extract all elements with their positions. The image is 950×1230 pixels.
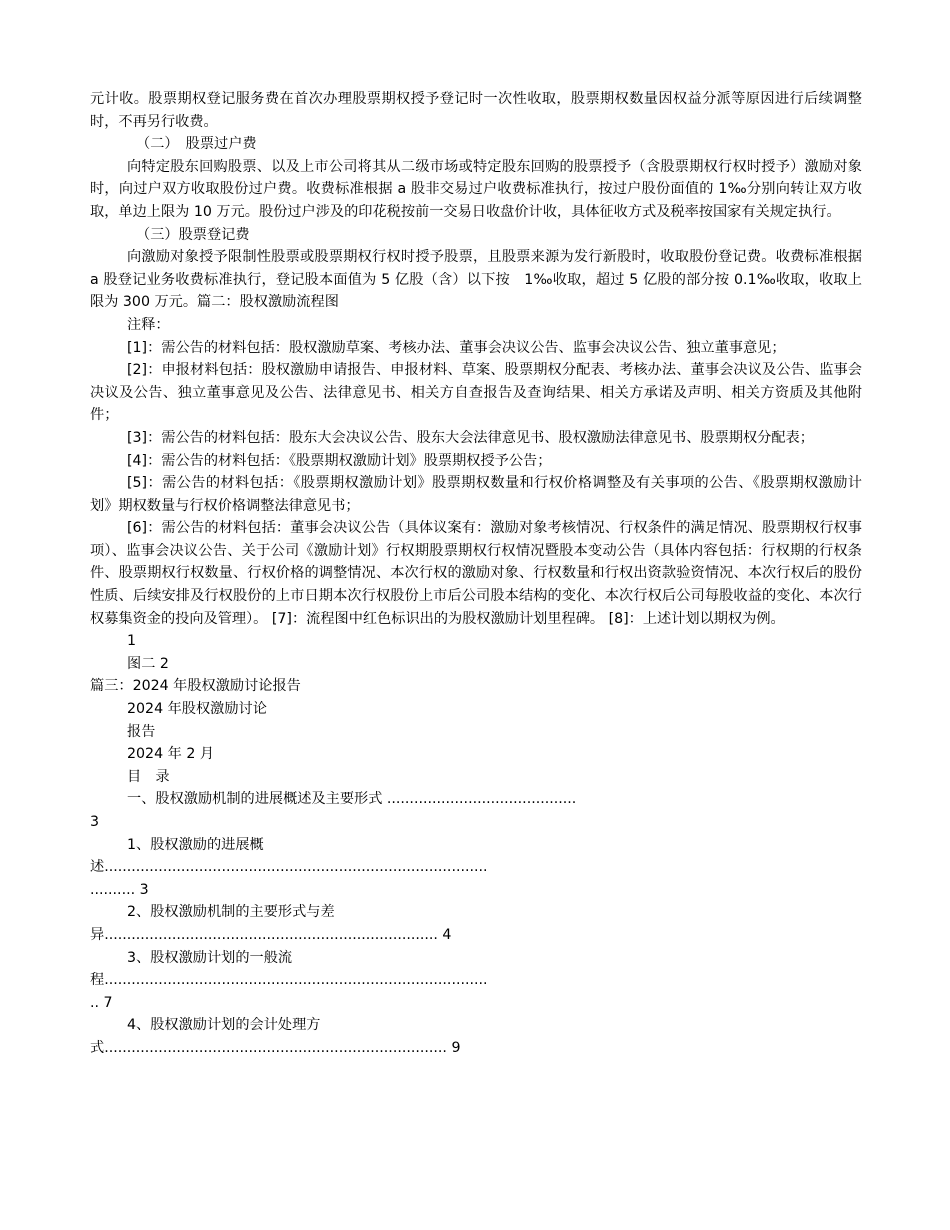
toc-entry-page: .......... 3: [90, 881, 149, 898]
table-of-contents: [90, 788, 862, 1059]
toc-heading: 目 录: [127, 768, 170, 785]
section-heading-registration-fee: （三）股票登记费: [136, 226, 250, 243]
section-heading-transfer-fee: （二） 股票过户费: [136, 136, 257, 153]
toc-entry-title: 3、股权激励计划的一般流: [127, 949, 293, 966]
toc-entry-leader: 程.....................................................................................: [90, 972, 488, 989]
toc-entry-page: .. 7: [90, 994, 113, 1011]
toc-entry-title: 一、股权激励机制的进展概述及主要形式 ..........................................: [127, 791, 577, 808]
note-3: [3]：需公告的材料包括：股东大会决议公告、股东大会法律意见书、股权激励法律意见书、股票期权分配表；: [127, 429, 814, 446]
toc-entry[interactable]: [90, 901, 862, 946]
paragraph-fee-continuation: 元计收。股票期权登记服务费在首次办理股票期权授予登记时一次性收取，股票期权数量因权益分派等原因进行后续调整时，不再另行收费。: [90, 91, 862, 130]
figure-number: 1: [127, 633, 137, 650]
paragraph-transfer-fee: 向特定股东回购股票、以及上市公司将其从二级市场或特定股东回购的股票授予（含股票期权行权时授予）激励对象时，向过户双方收取股份过户费。收费标准根据 a 股非交易过户收费标准执行，按过户股份面值的 1‰分别向转让双方收取，单边上限为 10 万元。股份过户涉及的印花税按前一交易日收盘价计收，具体征收方式及税率按国家有关规定执行。: [90, 158, 862, 220]
toc-entry-page: 式............................................................................ 9: [90, 1039, 461, 1056]
part-three-title: 篇三：2024 年股权激励讨论报告: [90, 678, 301, 695]
note-2: [2]：申报材料包括：股权激励申请报告、申报材料、草案、股票期权分配表、考核办法、董事会决议及公告、监事会决议及公告、独立董事意见及公告、法律意见书、相关方自查报告及查询结果、相关方承诺及声明、相关方资质及其他附件；: [90, 362, 862, 424]
toc-entry-title: 4、股权激励计划的会计处理方: [127, 1017, 321, 1034]
toc-entry-leader: 述.....................................................................................: [90, 859, 488, 876]
note-1: [1]：需公告的材料包括：股权激励草案、考核办法、董事会决议公告、监事会决议公告、独立董事意见；: [127, 339, 786, 356]
toc-entry-page: 异.......................................................................... 4: [90, 926, 452, 943]
note-6: [6]：需公告的材料包括：董事会决议公告（具体议案有：激励对象考核情况、行权条件的满足情况、股票期权行权事项）、监事会决议公告、关于公司《激励计划》行权期股票期权行权情况暨股本变动公告（具体内容包括：行权期的行权条件、股票期权行权数量、行权价格的调整情况、本次行权的激励对象、行权数量和行权出资款验资情况、本次行权后的股份性质、后续安排及行权股份的上市日期本次行权股份上市后公司股本结构的变化、本次行权后公司每股收益的变化、本次行权募集资金的投向及管理）。 [7]：流程图中红色标识出的为股权激励计划里程碑。 [8]：上述计划以期权为例。: [90, 520, 862, 627]
note-5: [5]：需公告的材料包括：《股票期权激励计划》股票期权数量和行权价格调整及有关事项的公告、《股票期权激励计划》期权数量与行权价格调整法律意见书；: [90, 475, 862, 514]
toc-entry[interactable]: [90, 1014, 862, 1059]
toc-entry-title: 1、股权激励的进展概: [127, 836, 264, 853]
figure-caption: 图二 2: [127, 655, 169, 672]
toc-entry-page: 3: [90, 814, 100, 830]
document-body: [90, 88, 867, 1060]
toc-entry-title: 2、股权激励机制的主要形式与差: [127, 904, 335, 921]
toc-entry[interactable]: [90, 834, 862, 902]
paragraph-registration-fee: 向激励对象授予限制性股票或股票期权行权时授予股票，且股票来源为发行新股时，收取股份登记费。收费标准根据 a 股登记业务收费标准执行，登记股本面值为 5 亿股（含）以下按 1‰收取，超过 5 亿股的部分按 0.1‰收取，收取上限为 300 万元。篇二：股权激励流程图: [90, 249, 867, 311]
report-subtitle: 报告: [127, 723, 156, 740]
report-date: 2024 年 2 月: [127, 746, 215, 763]
notes-label: 注释：: [127, 316, 170, 333]
toc-entry[interactable]: [90, 947, 862, 1015]
toc-entry[interactable]: [90, 788, 862, 833]
note-4: [4]：需公告的材料包括：《股票期权激励计划》股票期权授予公告；: [127, 452, 552, 469]
report-title: 2024 年股权激励讨论: [127, 701, 267, 718]
